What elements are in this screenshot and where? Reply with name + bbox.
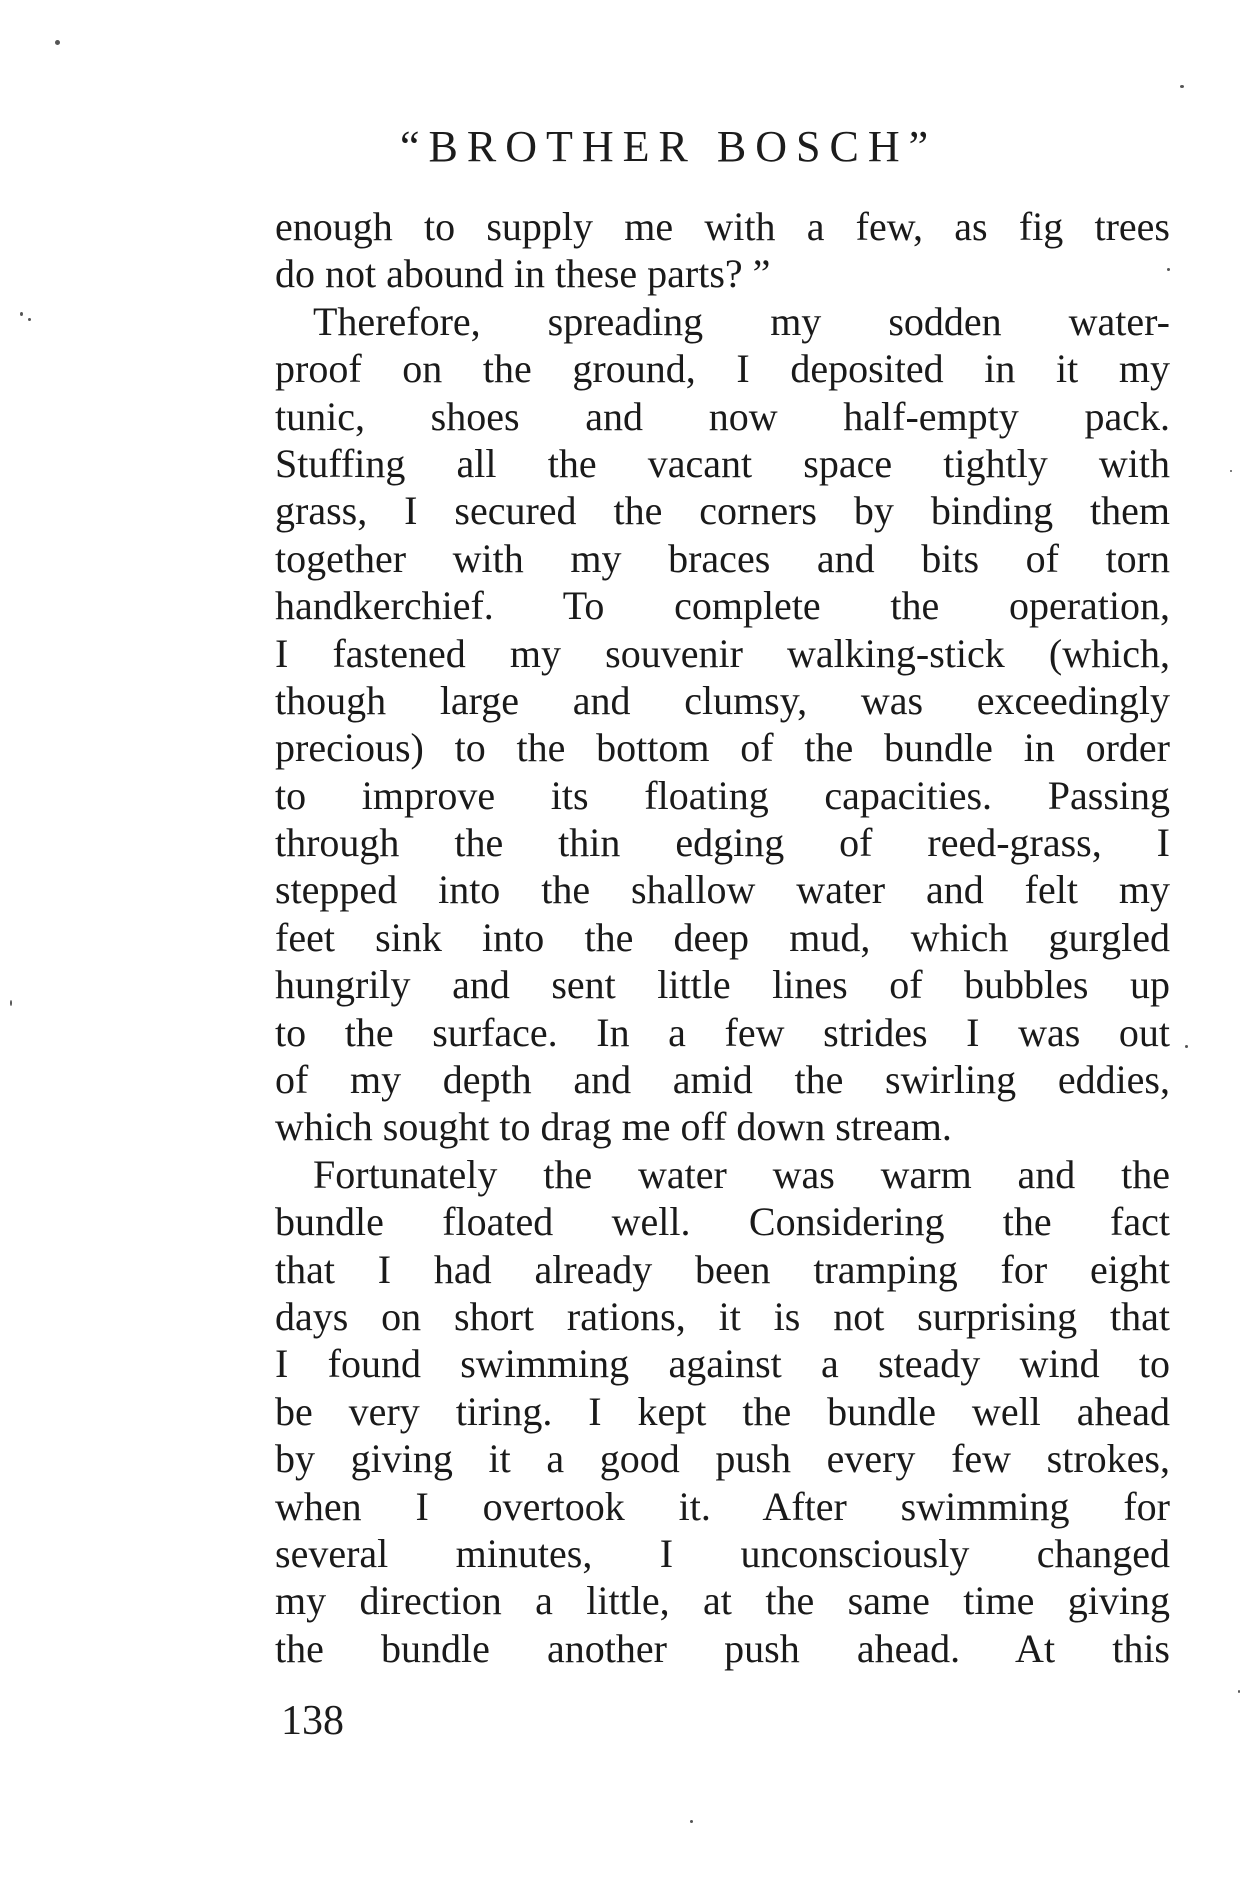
text-line: proof on the ground, I deposited in it my — [275, 346, 1170, 392]
text-line: to improve its floating capacities. Passing — [275, 772, 1170, 818]
text-line: Fortunately the water was warm and the — [313, 1151, 1170, 1197]
paper-speck — [1238, 1690, 1240, 1693]
text-line: to the surface. In a few strides I was out — [275, 1009, 1170, 1055]
paper-speck — [28, 318, 31, 321]
text-line: handkerchief. To complete the operation, — [275, 583, 1170, 629]
text-line: the bundle another push ahead. At this — [275, 1625, 1170, 1671]
text-line: be very tiring. I kept the bundle well ahead — [275, 1388, 1170, 1434]
text-line: hungrily and sent little lines of bubbles up — [275, 962, 1170, 1008]
text-line: several minutes, I unconsciously changed — [275, 1530, 1170, 1576]
text-line: when I overtook it. After swimming for — [275, 1483, 1170, 1529]
text-line: days on short rations, it is not surprising that — [275, 1293, 1170, 1339]
text-line: together with my braces and bits of torn — [275, 535, 1170, 581]
paper-speck — [1185, 1045, 1188, 1048]
text-line: by giving it a good push every few strokes, — [275, 1436, 1170, 1482]
paper-speck — [1180, 85, 1184, 88]
running-head: “BROTHER BOSCH” — [400, 122, 938, 171]
text-line: Stuffing all the vacant space tightly with — [275, 440, 1170, 486]
paper-speck — [1230, 470, 1232, 472]
text-line: stepped into the shallow water and felt my — [275, 867, 1170, 913]
text-line: do not abound in these parts? ” — [275, 251, 771, 297]
paper-speck — [690, 1820, 693, 1823]
paper-speck — [55, 40, 60, 45]
text-line: feet sink into the deep mud, which gurgled — [275, 914, 1170, 960]
body-text — [275, 203, 1170, 1672]
text-line: precious) to the bottom of the bundle in order — [275, 725, 1170, 771]
text-line: which sought to drag me off down stream. — [275, 1104, 952, 1150]
text-line: tunic, shoes and now half-empty pack. — [275, 393, 1170, 439]
paper-speck — [1167, 268, 1170, 271]
text-line: though large and clumsy, was exceedingly — [275, 677, 1170, 723]
paper-speck — [20, 312, 23, 316]
text-line: I fastened my souvenir walking-stick (which, — [275, 630, 1170, 676]
text-line: of my depth and amid the swirling eddies, — [275, 1057, 1170, 1103]
text-line: enough to supply me with a few, as fig trees — [275, 204, 1170, 249]
text-line: through the thin edging of reed-grass, I — [275, 820, 1170, 866]
page-number: 138 — [281, 1698, 344, 1744]
text-line: grass, I secured the corners by binding them — [275, 488, 1170, 534]
text-line: bundle floated well. Considering the fact — [275, 1199, 1170, 1245]
paper-speck — [10, 1000, 12, 1006]
text-line: I found swimming against a steady wind to — [275, 1341, 1170, 1387]
text-line: that I had already been tramping for eight — [275, 1246, 1170, 1292]
text-line: my direction a little, at the same time giving — [275, 1578, 1170, 1624]
text-line: Therefore, spreading my sodden water- — [313, 298, 1170, 344]
